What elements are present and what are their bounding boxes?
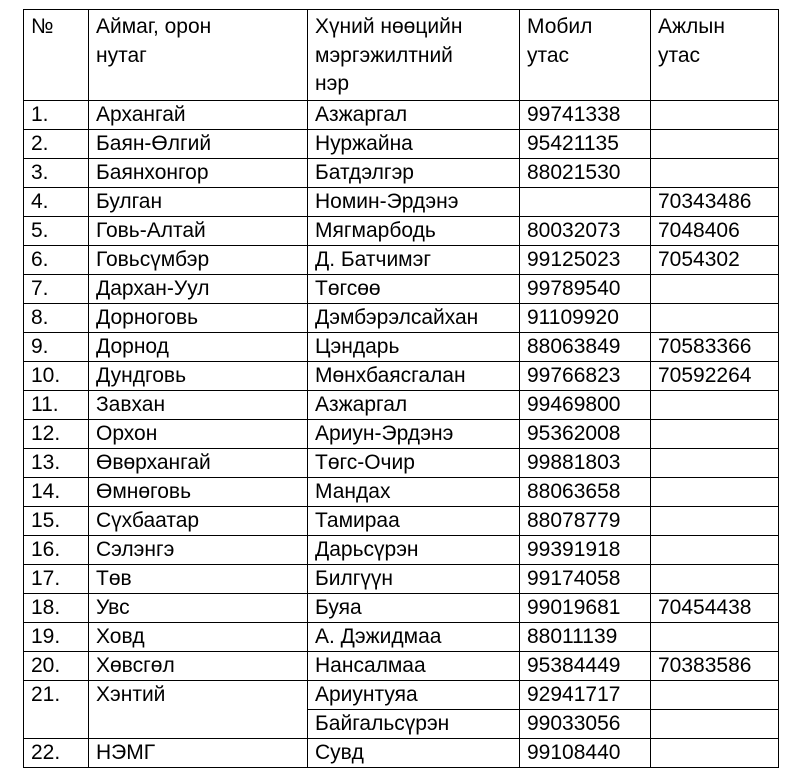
cell-mobile-phone: 95362008 bbox=[520, 419, 651, 448]
cell-work-phone bbox=[651, 680, 779, 709]
cell-mobile-phone: 99881803 bbox=[520, 448, 651, 477]
cell-mobile-phone: 88063658 bbox=[520, 477, 651, 506]
cell-province: Увс bbox=[89, 593, 308, 622]
cell-no: 2. bbox=[24, 129, 89, 158]
table-row bbox=[24, 593, 779, 622]
cell-work-phone: 70592264 bbox=[651, 361, 779, 390]
cell-no: 13. bbox=[24, 448, 89, 477]
cell-mobile-phone: 88011139 bbox=[520, 622, 651, 651]
header-province-line: Аймаг, орон bbox=[96, 15, 212, 38]
table-row bbox=[24, 129, 779, 158]
cell-work-phone bbox=[651, 477, 779, 506]
cell-specialist-name: Нансалмаа bbox=[308, 651, 520, 680]
table-row bbox=[24, 622, 779, 651]
cell-work-phone bbox=[651, 564, 779, 593]
cell-mobile-phone: 99391918 bbox=[520, 535, 651, 564]
table-row bbox=[24, 303, 779, 332]
header-specialist bbox=[308, 10, 520, 101]
cell-mobile-phone: 99108440 bbox=[520, 738, 651, 767]
cell-province: Говьсүмбэр bbox=[89, 245, 308, 274]
cell-province: Өмнөговь bbox=[89, 477, 308, 506]
cell-work-phone bbox=[651, 622, 779, 651]
table-row bbox=[24, 100, 779, 129]
cell-mobile-phone bbox=[520, 187, 651, 216]
table-row bbox=[24, 216, 779, 245]
cell-mobile-phone: 95384449 bbox=[520, 651, 651, 680]
header-province bbox=[89, 10, 308, 101]
cell-province: Сэлэнгэ bbox=[89, 535, 308, 564]
cell-work-phone: 7048406 bbox=[651, 216, 779, 245]
cell-no: 14. bbox=[24, 477, 89, 506]
cell-mobile-phone: 88063849 bbox=[520, 332, 651, 361]
cell-province: Баян-Өлгий bbox=[89, 129, 308, 158]
cell-specialist-name: Мандах bbox=[308, 477, 520, 506]
cell-work-phone bbox=[651, 738, 779, 767]
cell-province: Өвөрхангай bbox=[89, 448, 308, 477]
cell-work-phone bbox=[651, 274, 779, 303]
cell-province: Орхон bbox=[89, 419, 308, 448]
cell-no: 1. bbox=[24, 100, 89, 129]
cell-specialist-name: Билгүүн bbox=[308, 564, 520, 593]
hr-contacts-table bbox=[23, 9, 779, 768]
cell-mobile-phone: 80032073 bbox=[520, 216, 651, 245]
cell-work-phone bbox=[651, 390, 779, 419]
cell-mobile-phone: 88078779 bbox=[520, 506, 651, 535]
cell-specialist-name: Ариунтуяа bbox=[308, 680, 520, 709]
cell-specialist-name: Тамираа bbox=[308, 506, 520, 535]
cell-work-phone bbox=[651, 419, 779, 448]
cell-specialist-name: Төгсөө bbox=[308, 274, 520, 303]
cell-specialist-name: Д. Батчимэг bbox=[308, 245, 520, 274]
cell-no: 22. bbox=[24, 738, 89, 767]
table-row bbox=[24, 245, 779, 274]
cell-work-phone: 70383586 bbox=[651, 651, 779, 680]
header-specialist-line: нэр bbox=[315, 72, 349, 95]
cell-mobile-phone: 99766823 bbox=[520, 361, 651, 390]
cell-mobile-phone: 91109920 bbox=[520, 303, 651, 332]
cell-specialist-name: Батдэлгэр bbox=[308, 158, 520, 187]
cell-specialist-name: Ариун-Эрдэнэ bbox=[308, 419, 520, 448]
cell-no: 12. bbox=[24, 419, 89, 448]
cell-specialist-name: Азжаргал bbox=[308, 390, 520, 419]
cell-work-phone: 7054302 bbox=[651, 245, 779, 274]
cell-no: 9. bbox=[24, 332, 89, 361]
cell-specialist-name: Азжаргал bbox=[308, 100, 520, 129]
cell-work-phone bbox=[651, 506, 779, 535]
cell-mobile-phone: 92941717 bbox=[520, 680, 651, 709]
cell-no: 11. bbox=[24, 390, 89, 419]
table-row bbox=[24, 680, 779, 709]
header-specialist-line: Хүний нөөцийн bbox=[315, 15, 463, 38]
header-specialist-line: мэргэжилтний bbox=[315, 43, 453, 67]
table-row bbox=[24, 738, 779, 767]
table-row bbox=[24, 361, 779, 390]
cell-province: Дорнод bbox=[89, 332, 308, 361]
cell-no: 16. bbox=[24, 535, 89, 564]
cell-work-phone bbox=[651, 158, 779, 187]
cell-work-phone bbox=[651, 303, 779, 332]
cell-province: Завхан bbox=[89, 390, 308, 419]
cell-specialist-name: Нуржайна bbox=[308, 129, 520, 158]
cell-province: Хөвсгөл bbox=[89, 651, 308, 680]
header-province-line: нутаг bbox=[96, 43, 147, 67]
cell-province: Сүхбаатар bbox=[89, 506, 308, 535]
header-mobile bbox=[520, 10, 651, 101]
table-row bbox=[24, 332, 779, 361]
header-work-line: утас bbox=[658, 43, 701, 67]
cell-mobile-phone: 88021530 bbox=[520, 158, 651, 187]
table-header-row bbox=[24, 10, 779, 101]
table-row bbox=[24, 158, 779, 187]
cell-work-phone bbox=[651, 100, 779, 129]
cell-no: 19. bbox=[24, 622, 89, 651]
cell-no: 17. bbox=[24, 564, 89, 593]
cell-province: Ховд bbox=[89, 622, 308, 651]
cell-specialist-name: Дарьсүрэн bbox=[308, 535, 520, 564]
table-row bbox=[24, 651, 779, 680]
cell-specialist-name: Мөнхбаясгалан bbox=[308, 361, 520, 390]
cell-province: Булган bbox=[89, 187, 308, 216]
cell-province: Архангай bbox=[89, 100, 308, 129]
cell-work-phone bbox=[651, 448, 779, 477]
cell-mobile-phone: 99469800 bbox=[520, 390, 651, 419]
cell-specialist-name: Дэмбэрэлсайхан bbox=[308, 303, 520, 332]
cell-specialist-name: Буяа bbox=[308, 593, 520, 622]
cell-work-phone: 70583366 bbox=[651, 332, 779, 361]
cell-province: Дундговь bbox=[89, 361, 308, 390]
cell-specialist-name: А. Дэжидмаа bbox=[308, 622, 520, 651]
cell-specialist-name: Цэндарь bbox=[308, 332, 520, 361]
cell-work-phone bbox=[651, 129, 779, 158]
header-no: № bbox=[24, 10, 89, 101]
cell-work-phone: 70343486 bbox=[651, 187, 779, 216]
header-work-line: Ажлын bbox=[658, 15, 725, 38]
cell-specialist-name: Номин-Эрдэнэ bbox=[308, 187, 520, 216]
cell-no: 10. bbox=[24, 361, 89, 390]
cell-province: Баянхонгор bbox=[89, 158, 308, 187]
cell-no: 5. bbox=[24, 216, 89, 245]
cell-mobile-phone: 95421135 bbox=[520, 129, 651, 158]
table-row bbox=[24, 419, 779, 448]
cell-specialist-name: Төгс-Очир bbox=[308, 448, 520, 477]
cell-specialist-name: Байгальсүрэн bbox=[308, 709, 520, 738]
cell-no: 18. bbox=[24, 593, 89, 622]
cell-mobile-phone: 99019681 bbox=[520, 593, 651, 622]
header-work bbox=[651, 10, 779, 101]
cell-specialist-name: Мягмарбодь bbox=[308, 216, 520, 245]
table-row bbox=[24, 477, 779, 506]
cell-work-phone bbox=[651, 709, 779, 738]
cell-no: 8. bbox=[24, 303, 89, 332]
cell-no: 20. bbox=[24, 651, 89, 680]
document-page bbox=[23, 9, 779, 768]
header-mobile-line: утас bbox=[527, 43, 570, 67]
table-row bbox=[24, 535, 779, 564]
cell-work-phone bbox=[651, 535, 779, 564]
table-row bbox=[24, 448, 779, 477]
cell-mobile-phone: 99174058 bbox=[520, 564, 651, 593]
cell-province: Дорноговь bbox=[89, 303, 308, 332]
cell-no: 6. bbox=[24, 245, 89, 274]
cell-no: 15. bbox=[24, 506, 89, 535]
cell-province: Төв bbox=[89, 564, 308, 593]
cell-province: Дархан-Уул bbox=[89, 274, 308, 303]
cell-specialist-name: Сувд bbox=[308, 738, 520, 767]
table-row bbox=[24, 187, 779, 216]
header-mobile-line: Мобил bbox=[527, 15, 593, 38]
cell-province: НЭМГ bbox=[89, 738, 308, 767]
cell-no: 4. bbox=[24, 187, 89, 216]
table-row bbox=[24, 390, 779, 419]
table-row bbox=[24, 564, 779, 593]
cell-mobile-phone: 99741338 bbox=[520, 100, 651, 129]
cell-mobile-phone: 99125023 bbox=[520, 245, 651, 274]
cell-province: Хэнтий bbox=[89, 680, 308, 738]
cell-no: 21. bbox=[24, 680, 89, 738]
cell-province: Говь-Алтай bbox=[89, 216, 308, 245]
cell-work-phone: 70454438 bbox=[651, 593, 779, 622]
cell-no: 3. bbox=[24, 158, 89, 187]
cell-mobile-phone: 99033056 bbox=[520, 709, 651, 738]
cell-mobile-phone: 99789540 bbox=[520, 274, 651, 303]
cell-no: 7. bbox=[24, 274, 89, 303]
table-row bbox=[24, 506, 779, 535]
table-row bbox=[24, 274, 779, 303]
